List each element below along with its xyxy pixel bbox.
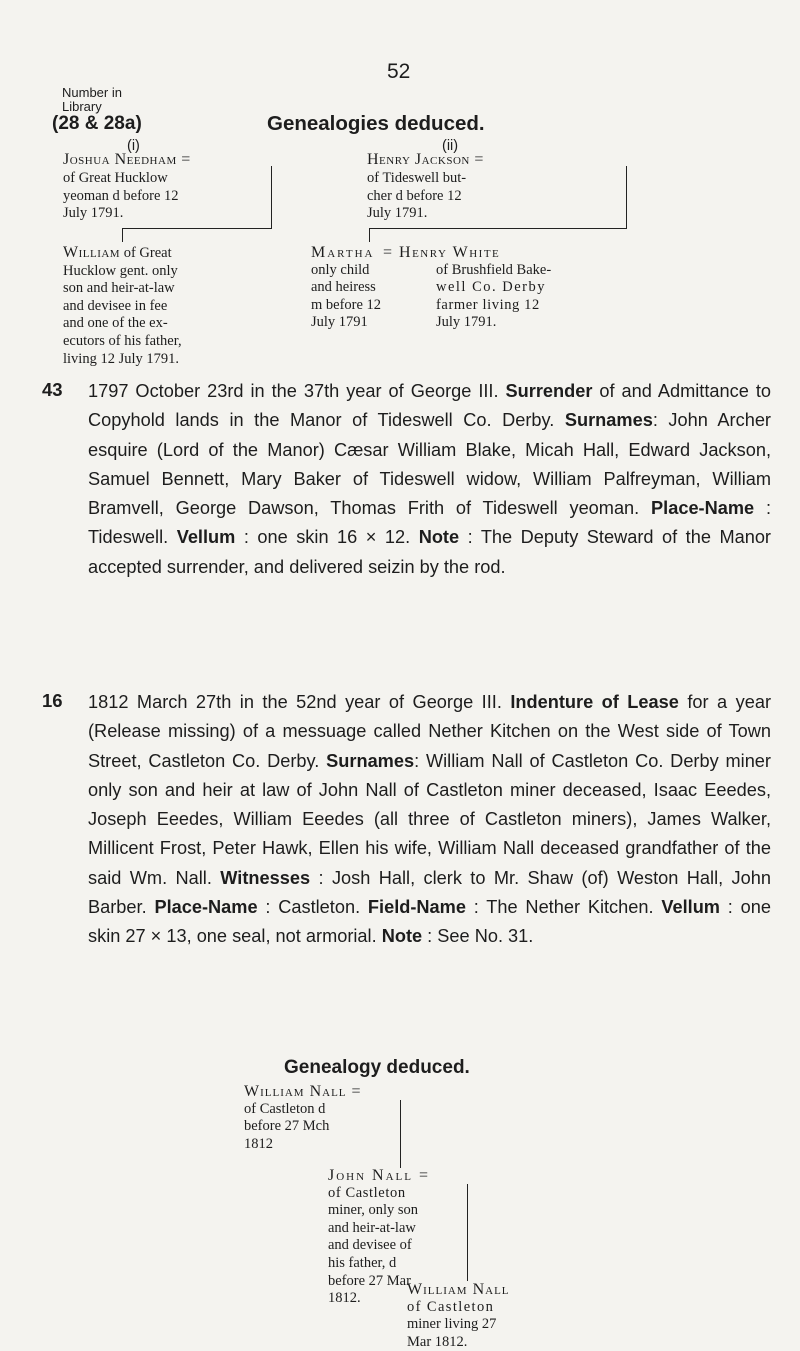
entry-keyword: Field-Name xyxy=(367,897,466,918)
detail-line: miner, only son xyxy=(328,1202,419,1219)
entry-43-text xyxy=(88,377,771,582)
martha-name: Martha xyxy=(311,244,375,261)
numeral-ii: (ii) xyxy=(442,138,459,154)
entry-text: of and Admittance to Copyhold lands in the Manor of Tideswell Co. Derby. xyxy=(88,381,771,431)
detail-line: of Great Hucklow xyxy=(63,170,168,186)
detail-line: July 1791. xyxy=(436,314,497,331)
entry-keyword: Surrender xyxy=(505,381,593,401)
line-left-vertical xyxy=(271,166,272,228)
entry-text: : The Deputy Steward of the Manor accepted surrender, and delivered seizin by the rod. xyxy=(88,527,771,577)
entry-16-text xyxy=(88,688,771,952)
detail-line: m before 12 xyxy=(311,296,382,313)
detail-line: Mar 1812. xyxy=(407,1333,468,1350)
detail-line: his father, d xyxy=(328,1254,397,1271)
line-left-drop xyxy=(122,228,123,242)
entry-text: : The Nether Kitchen. xyxy=(465,897,662,918)
detail-line: and one of the ex- xyxy=(63,315,168,332)
detail-line: July 1791. xyxy=(367,205,428,222)
line-right-horizontal xyxy=(369,228,627,229)
detail-line: ecutors of his father, xyxy=(63,332,182,349)
william-child-name: William xyxy=(63,244,121,261)
detail-line: 1812. xyxy=(328,1290,361,1307)
john-nall-name: John Nall = xyxy=(328,1167,431,1184)
entry-keyword: Surnames xyxy=(564,410,653,431)
entry-text: for a year (Release missing) of a messuage called Nether Kitchen on the West side of Town Street, Castleton Co. Derby. xyxy=(88,692,772,771)
entry-text: : John Archer esquire (Lord of the Manor) Cæsar William Blake, Micah Hall, Edward Jackson, Samuel Bennett, Mary Baker of Tideswell widow, William Palfreyman, William Bramvell, George Dawson, Thomas Frith of Tideswell yeoman. xyxy=(88,410,771,519)
detail-line: well Co. Derby xyxy=(436,279,546,296)
library-label-line1: Number in xyxy=(62,85,122,100)
detail-line: of Castleton d xyxy=(244,1100,326,1117)
detail-line: Hucklow gent. only xyxy=(63,262,178,279)
detail-line: 1812 xyxy=(244,1135,273,1152)
joshua-needham-detail xyxy=(63,170,179,223)
entry-keyword: Place-Name xyxy=(154,897,258,918)
entry-text: 1812 March 27th in the 52nd year of George III. xyxy=(88,692,511,712)
page-number: 52 xyxy=(387,60,411,83)
henry-white-block xyxy=(383,244,628,262)
detail-line: of Castleton xyxy=(328,1184,406,1201)
joshua-needham-label: Joshua Needham = xyxy=(63,151,191,168)
line-gen2-vertical xyxy=(467,1184,468,1281)
detail-line: and devisee of xyxy=(328,1237,412,1254)
line-gen1-vertical xyxy=(400,1100,401,1168)
entry-keyword: Note xyxy=(418,527,460,548)
william-nall-senior-name: William Nall = xyxy=(244,1083,362,1100)
detail-line: before 27 Mar xyxy=(328,1272,411,1289)
entry-text: : Tideswell. xyxy=(88,498,772,548)
detail-line: of Great xyxy=(123,245,172,261)
william-nall-junior-name: William Nall xyxy=(407,1281,510,1298)
entry-text: : one skin 27 × 13, one seal, not armorial. xyxy=(88,897,771,947)
entry-keyword: Place-Name xyxy=(651,498,755,519)
henry-jackson-name xyxy=(367,151,484,169)
detail-line: yeoman d before 12 xyxy=(63,187,179,204)
detail-line: and heiress xyxy=(311,279,376,296)
entry-keyword: Vellum xyxy=(661,897,720,918)
line-right-vertical xyxy=(626,166,627,228)
william-nall-junior-block xyxy=(407,1281,510,1351)
detail-line: only child xyxy=(311,261,370,278)
genealogies-heading: Genealogies deduced. xyxy=(267,112,485,135)
william-child-block xyxy=(63,244,182,368)
entry-keyword: Note xyxy=(381,926,423,947)
entry-text: : See No. 31. xyxy=(422,926,534,947)
line-right-drop xyxy=(369,228,370,242)
entry-text: : Josh Hall, clerk to Mr. Shaw (of) Weston Hall, John Barber. xyxy=(88,867,771,918)
numeral-i: (i) xyxy=(127,138,140,154)
entry-number-43: 43 xyxy=(42,379,63,400)
detail-line: of Brushfield Bake- xyxy=(436,261,552,278)
library-ref: (28 & 28a) xyxy=(52,113,142,134)
entry-number-16: 16 xyxy=(42,690,63,711)
detail-line: before 27 Mch xyxy=(244,1118,330,1135)
detail-line: son and heir-at-law xyxy=(63,280,175,297)
entry-text: 1797 October 23rd in the 37th year of George III. xyxy=(88,381,506,401)
genealogy-deduced-heading: Genealogy deduced. xyxy=(284,1057,470,1078)
line-left-horizontal xyxy=(122,228,272,229)
henry-jackson-detail xyxy=(367,170,466,223)
detail-line: miner living 27 xyxy=(407,1316,497,1333)
detail-line: living 12 July 1791. xyxy=(63,350,180,367)
library-label xyxy=(62,86,122,114)
detail-line: and heir-at-law xyxy=(328,1219,416,1236)
henry-jackson-label: Henry Jackson = xyxy=(367,151,484,168)
entry-keyword: Vellum xyxy=(176,527,236,548)
detail-line: of Castleton xyxy=(407,1298,495,1315)
entry-text: : one skin 16 × 12. xyxy=(235,527,419,548)
entry-text: : William Nall of Castleton Co. Derby miner only son and heir at law of John Nall of Castleton miner deceased, Isaac Eeedes, Joseph Eeedes, William Eeedes (all three of Castleton miners), James Walker, Millicent Frost, Peter Hawk, Ellen his wife, William Nall deceased grandfather of the said Wm. Nall. xyxy=(88,750,771,888)
entry-keyword: Indenture of Lease xyxy=(510,692,679,712)
detail-line: July 1791. xyxy=(63,205,124,222)
detail-line: and devisee in fee xyxy=(63,297,168,314)
entry-keyword: Surnames xyxy=(326,750,415,771)
entry-text: : Castleton. xyxy=(257,897,368,918)
library-label-line2: Library xyxy=(62,99,102,114)
joshua-needham-name xyxy=(63,151,191,169)
entry-keyword: Witnesses xyxy=(220,867,311,888)
william-nall-senior-block xyxy=(244,1083,362,1153)
henry-white-name: = Henry White xyxy=(383,244,501,261)
henry-white-detail xyxy=(436,262,636,332)
detail-line: of Tideswell but- xyxy=(367,170,467,186)
detail-line: cher d before 12 xyxy=(367,187,462,204)
detail-line: farmer living 12 xyxy=(436,296,540,313)
detail-line: July 1791 xyxy=(311,314,368,331)
